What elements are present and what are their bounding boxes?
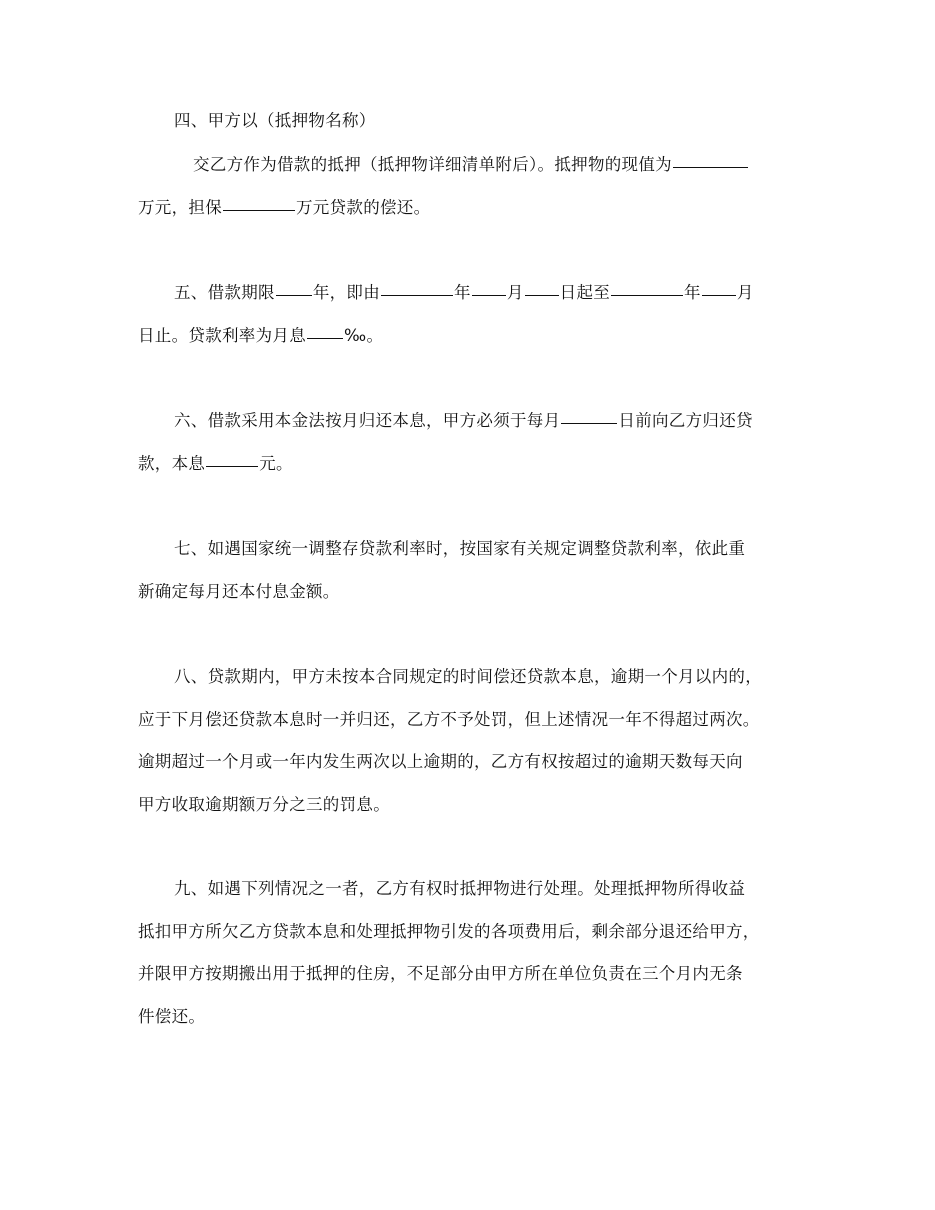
clause-5-text-g: 月: [736, 283, 754, 302]
clause-5-text-a: 五、借款期限: [174, 283, 275, 302]
clause-6-line-1: [138, 400, 803, 443]
clause-6-line-1a-text: 六、借款采用本金法按月归还本息，甲方必须于每月: [174, 411, 561, 430]
clause-5-line-2: [138, 315, 803, 358]
clause-9-line-1: 九、如遇下列情况之一者，乙方有权时抵押物进行处理。处理抵押物所得收益: [174, 879, 746, 898]
clause-5-text-f: 年: [684, 283, 701, 302]
clause-6-line-2: [138, 443, 803, 486]
repayment-day-blank[interactable]: [561, 422, 617, 424]
clause-8-line-4: 甲方收取逾期额万分之三的罚息。: [138, 794, 390, 814]
start-year-blank[interactable]: [381, 294, 453, 296]
clause-9-line-2: 抵扣甲方所欠乙方贷款本息和处理抵押物引发的各项费用后，剩余部分退还给甲方，: [138, 921, 760, 941]
clause-5-text-d: 月: [506, 283, 524, 302]
start-month-blank[interactable]: [472, 294, 506, 296]
clause-6-line-2b-text: 元。: [259, 453, 293, 473]
clause-5-line-2a-text: 日止。贷款利率为月息: [138, 325, 306, 345]
clause-4-body: [138, 144, 803, 229]
clause-6-line-2a-text: 款，本息: [138, 453, 206, 473]
clause-4-line-2a-text: 万元，担保: [138, 197, 222, 217]
clause-4-line-1-text: 交乙方作为借款的抵押（抵押物详细清单附后）。抵押物的现值为: [193, 155, 672, 174]
clause-4-heading: [174, 100, 376, 143]
end-year-blank[interactable]: [611, 294, 683, 296]
installment-amount-blank[interactable]: [206, 465, 258, 467]
clause-6: [138, 400, 803, 485]
clause-5: [138, 272, 803, 357]
clause-6-line-1b-text: 日前向乙方归还贷: [618, 411, 753, 430]
clause-8: [138, 656, 803, 826]
clause-9-line-3: 并限甲方按期搬出用于抵押的住房，不足部分由甲方所在单位负责在三个月内无条: [138, 964, 743, 983]
clause-4-line-2: [138, 187, 803, 230]
clause-8-line-2: 应于下月偿还贷款本息时一并归还，乙方不予处罚，但上述情况一年不得超过两次。: [138, 709, 760, 729]
clause-5-line-2b-text: ‰。: [344, 325, 384, 345]
clause-7-line-2: 新确定每月还本付息金额。: [138, 581, 340, 601]
clause-5-text-b: 年，即由: [312, 283, 381, 302]
clause-5-text-e: 日起至: [559, 283, 611, 302]
clause-9-line-4: 件偿还。: [138, 1006, 206, 1026]
clause-8-line-1: 八、贷款期内，甲方未按本合同规定的时间偿还贷款本息，逾期一个月以内的，: [174, 667, 762, 686]
start-day-blank[interactable]: [525, 294, 559, 296]
clause-5-text-c: 年: [454, 283, 471, 302]
clause-7: [138, 528, 803, 613]
value-blank[interactable]: [673, 166, 748, 168]
term-years-blank[interactable]: [276, 294, 312, 296]
interest-rate-blank[interactable]: [307, 337, 343, 339]
clause-8-line-3: 逾期超过一个月或一年内发生两次以上逾期的，乙方有权按超过的逾期天数每天向: [138, 752, 743, 771]
clause-4-line-1: [138, 144, 803, 187]
clause-9: [138, 868, 803, 1038]
clause-4-line-2b-text: 万元贷款的偿还。: [296, 197, 431, 217]
amount-blank[interactable]: [223, 209, 295, 211]
clause-4-heading-text: 四、甲方以（抵押物名称）: [174, 111, 376, 130]
clause-7-line-1: 七、如遇国家统一调整存贷款利率时，按国家有关规定调整贷款利率，依此重: [174, 539, 746, 558]
end-month-blank[interactable]: [702, 294, 736, 296]
clause-5-line-1: [138, 272, 803, 315]
